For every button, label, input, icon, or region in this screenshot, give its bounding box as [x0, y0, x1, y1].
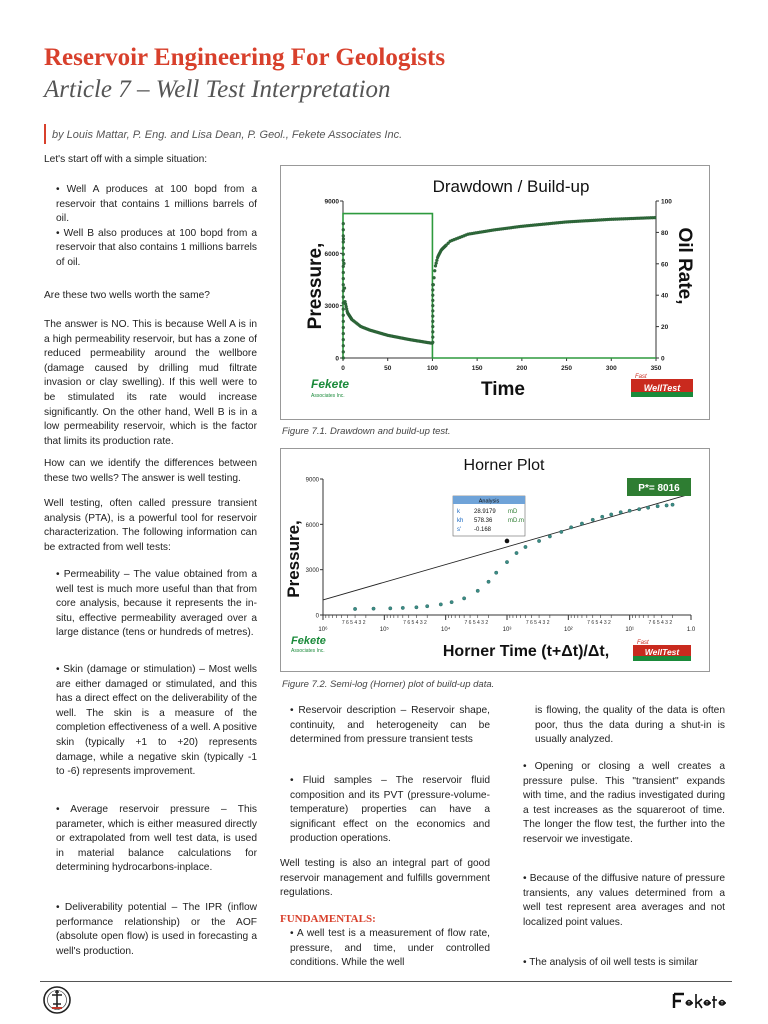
y-axis-label: Pressure, — [305, 242, 326, 330]
fekete-logo — [311, 377, 349, 399]
seal-icon — [42, 985, 72, 1015]
x-tick-label: 350 — [650, 365, 662, 372]
answer-paragraph: The answer is NO. This is because Well A is in a high permeability reservoir, but has a zone of reduced permeability around the wellbore (damage caused by drilling mud filtrate invasion or clay swelling). If this well were to be stimulated its rate would increase significantly. On the other hand, Well B is in a low permeability reservoir, which is the factor that limits its production rate. — [44, 319, 257, 447]
fekete-logo-icon — [672, 992, 728, 1010]
deliverability-item: • Deliverability potential – The IPR (inflow performance relationship) or the AOF (absolute open flow) is used in forecasting a well's production. — [56, 902, 257, 957]
x-tick-label: 200 — [516, 365, 528, 372]
y-tick-label: 0 — [315, 613, 319, 620]
pressure-point — [342, 247, 345, 250]
horner-data-point — [656, 505, 659, 508]
x-tick-label: 50 — [384, 365, 392, 372]
badge-text: WellTest — [644, 647, 680, 657]
logo-text: Fekete — [311, 377, 350, 391]
logo-subtext: Associates Inc. — [311, 393, 345, 399]
x-minor-labels: 7 6 5 4 3 2 — [587, 620, 611, 626]
x-tick-label: 150 — [471, 365, 483, 372]
pressure-point — [342, 240, 345, 243]
pressure-point — [342, 332, 345, 335]
y-tick-label: 6000 — [324, 250, 339, 258]
horner-data-point — [610, 513, 613, 516]
pressure-point — [342, 314, 345, 317]
question-paragraph: Are these two wells worth the same? — [44, 290, 210, 301]
x-decade-label: 10⁶ — [318, 627, 328, 633]
y2-tick-label: 100 — [661, 198, 672, 206]
x-decade-label: 10³ — [502, 627, 512, 633]
y-tick-label: 6000 — [305, 522, 319, 529]
y2-tick-label: 20 — [661, 324, 669, 332]
byline-accent-bar — [44, 124, 46, 144]
analysis-header: Analysis — [478, 498, 500, 505]
pressure-point — [343, 287, 346, 290]
pressure-pulse-item: • Opening or closing a well creates a pressure pulse. This "transient" expands with time, and the radius investigated during a test increases as the squareroot of time. The longer the flow test, the further into the reservoir we investigate. — [523, 761, 725, 845]
horner-data-point — [628, 509, 631, 512]
diffusive-item: • Because of the diffusive nature of pressure transients, any values determined from a well test represent area averages and not localized point values. — [523, 873, 725, 928]
pressure-point — [342, 289, 345, 292]
horner-data-point — [548, 535, 551, 538]
pressure-point — [432, 283, 435, 286]
logo-text: Fekete — [291, 635, 326, 647]
permeability-item: • Permeability – The value obtained from a well test is much more useful than that from core analysis, because it represents the in-situ, effective permeability averaged over a large distance (tens or hundreds of metres). — [56, 569, 257, 639]
figure-1-chart — [280, 165, 710, 420]
pressure-point — [342, 320, 345, 323]
x-decade-label: 10² — [563, 627, 573, 633]
analysis-k-unit: mD — [508, 509, 518, 515]
fundamentals-heading: FUNDAMENTALS: — [280, 913, 376, 925]
pressure-point — [342, 308, 345, 311]
left-column — [44, 153, 257, 168]
welltest-badge — [633, 640, 691, 661]
y-axis-label: Pressure, — [284, 520, 303, 598]
x-minor-labels: 7 6 5 4 3 2 — [648, 620, 673, 626]
article-title: Article 7 – Well Test Interpretation — [44, 76, 391, 103]
pressure-point — [653, 216, 656, 219]
y2-tick-label: 60 — [661, 261, 669, 269]
pressure-point — [342, 253, 345, 256]
x-minor-labels: 7 6 5 4 3 2 — [525, 620, 550, 626]
pressure-point — [342, 283, 345, 286]
horner-data-point — [537, 539, 540, 542]
horner-data-point — [619, 511, 622, 514]
horner-data-point — [426, 605, 429, 608]
analysis-k-label: k — [457, 509, 460, 515]
pressure-point — [342, 237, 345, 240]
society-seal — [42, 985, 72, 1015]
horner-plot-chart — [281, 449, 709, 671]
pressure-point — [431, 288, 434, 291]
badge-top-text: Fast — [637, 640, 649, 646]
horner-data-point — [665, 504, 668, 507]
pressure-point — [431, 299, 434, 302]
pressure-point — [434, 264, 437, 267]
x-decade-label: 10⁴ — [441, 627, 451, 633]
y2-tick-label: 0 — [661, 355, 665, 363]
horner-data-point — [580, 522, 583, 525]
x-tick-label: 300 — [605, 365, 617, 372]
fekete-footer-logo — [672, 992, 728, 1015]
y2-axis-label: Oil Rate, — [674, 227, 695, 305]
well-b-item: • Well B also produces at 100 bopd from a reservoir that also contains 1 millions barrels of oil. — [56, 227, 258, 268]
pressure-point — [431, 315, 434, 318]
y-tick-label: 9000 — [305, 477, 319, 484]
pressure-point — [342, 259, 345, 262]
x-axis-label: Horner Time (t+Δt)/Δt, — [442, 643, 610, 660]
badge-top-text: Fast — [635, 374, 647, 380]
x-tick-label: 250 — [561, 365, 573, 372]
footer-rule — [40, 981, 732, 982]
pressure-point — [433, 269, 436, 272]
y-tick-label: 3000 — [305, 568, 319, 575]
skin-item: • Skin (damage or stimulation) – Most wells are either damaged or stimulated, and this has a direct effect on the deliverability of the well. The skin is a measure of the completion effectiveness of a well. A positive skin (typically +1 to +20) represents damage, while a negative skin (typically -1 to -6) represents improvement. — [56, 664, 257, 778]
pstar-badge — [627, 478, 691, 496]
welltest-badge — [631, 374, 693, 397]
pressure-point — [431, 320, 434, 323]
horner-data-point — [515, 551, 518, 554]
fekete-logo — [291, 635, 326, 654]
y2-tick-label: 40 — [661, 292, 669, 300]
y-tick-label: 3000 — [324, 303, 339, 311]
horner-data-point — [505, 560, 508, 563]
pressure-point — [431, 304, 434, 307]
fluid-samples-item: • Fluid samples – The reservoir fluid composition and its PVT (pressure-volume-temperature) properties can have a significant effect on the economics and production operations. — [290, 775, 490, 845]
horner-data-point — [389, 607, 392, 610]
oil-well-tests-item: • The analysis of oil well tests is similar — [523, 957, 698, 968]
chart-title: Horner Plot — [463, 457, 545, 474]
horner-data-point — [494, 571, 497, 574]
analysis-kh-value: 578.36 — [474, 518, 493, 524]
x-minor-labels: 7 6 5 4 3 2 — [341, 620, 366, 626]
pressure-point — [431, 336, 434, 339]
continued-paragraph: is flowing, the quality of the data is often poor, thus the data during a shut-in is usually analyzed. — [535, 705, 725, 746]
horner-data-point — [353, 607, 356, 610]
horner-data-point — [401, 606, 404, 609]
pressure-point — [342, 350, 345, 353]
analysis-kh-label: kh — [457, 518, 464, 524]
identify-paragraph: How can we identify the differences between these two wells? The answer is well testing. — [44, 458, 257, 484]
x-decade-label: 10¹ — [625, 627, 635, 633]
horner-data-point — [476, 589, 479, 592]
pressure-point — [342, 234, 345, 237]
analysis-kh-unit: mD.m — [508, 518, 524, 524]
horner-data-point — [439, 603, 442, 606]
pressure-point — [431, 341, 434, 344]
x-decade-label: 1.0 — [686, 627, 696, 633]
horner-data-point — [646, 506, 649, 509]
y-tick-label: 9000 — [324, 198, 339, 206]
pressure-point — [431, 330, 434, 333]
drawdown-buildup-chart — [281, 166, 709, 419]
pressure-point — [342, 277, 345, 280]
reservoir-description-item: • Reservoir description – Reservoir shape, continuity, and heterogeneity can be determined from pressure transient tests — [290, 705, 490, 746]
intro-paragraph: Let's start off with a simple situation: — [44, 154, 208, 165]
horner-data-point — [637, 508, 640, 511]
well-a-item: • Well A produces at 100 bopd from a reservoir that contains 1 millions barrels of oil. — [56, 184, 257, 225]
pressure-point — [431, 325, 434, 328]
logo-subtext: Associates Inc. — [291, 648, 325, 654]
horner-data-point — [487, 580, 490, 583]
pressure-point — [431, 309, 434, 312]
horner-data-point — [372, 607, 375, 610]
pressure-point — [435, 262, 438, 265]
pressure-point — [342, 357, 345, 360]
pressure-point — [342, 344, 345, 347]
x-tick-label: 0 — [341, 365, 345, 372]
pressure-point — [342, 262, 345, 265]
horner-data-point — [560, 530, 563, 533]
chart-title: Drawdown / Build-up — [432, 177, 590, 196]
x-minor-labels: 7 6 5 4 3 2 — [464, 620, 489, 626]
integral-paragraph: Well testing is also an integral part of good reservoir management and fulfills government regulations. — [280, 858, 490, 899]
reservoir-pressure-item: • Average reservoir pressure – This parameter, which is either measured directly or extrapolated from well test data, is used in material balance calculations for determining hydrocarbons-inplace. — [56, 804, 257, 874]
pressure-point — [435, 259, 438, 262]
pressure-point — [342, 326, 345, 329]
horner-data-point — [591, 518, 594, 521]
pressure-point — [342, 295, 345, 298]
horner-data-point — [671, 503, 674, 506]
pressure-point — [342, 271, 345, 274]
pressure-point — [433, 276, 436, 279]
x-decade-label: 10⁵ — [379, 627, 389, 633]
pressure-point — [431, 294, 434, 297]
analysis-s-label: s' — [457, 527, 462, 533]
x-tick-label: 100 — [426, 365, 438, 372]
pressure-point — [342, 338, 345, 341]
pressure-point — [342, 228, 345, 231]
article-series-title: Reservoir Engineering For Geologists — [44, 44, 446, 71]
pressure-point — [342, 265, 345, 268]
pressure-point — [342, 222, 345, 225]
x-axis-label: Time — [480, 379, 526, 400]
pta-paragraph: Well testing, often called pressure transient analysis (PTA), is a powerful tool for reservoir characterization. The following information can be extracted from well tests: — [44, 498, 257, 553]
y-tick-label: 0 — [335, 355, 339, 363]
byline: by Louis Mattar, P. Eng. and Lisa Dean, P. Geol., Fekete Associates Inc. — [52, 129, 403, 141]
analysis-s-value: -0.168 — [474, 527, 492, 533]
x-minor-labels: 7 6 5 4 3 2 — [403, 620, 427, 626]
analysis-box — [453, 496, 525, 536]
horner-data-point — [462, 597, 465, 600]
y2-tick-label: 80 — [661, 229, 669, 237]
analysis-k-value: 28.9179 — [474, 509, 496, 515]
figure-1-caption: Figure 7.1. Drawdown and build-up test. — [282, 426, 451, 437]
figure-2-chart — [280, 448, 710, 672]
pstar-label: P*= 8016 — [638, 483, 680, 494]
badge-text: WellTest — [643, 383, 681, 393]
well-list — [56, 183, 257, 271]
horner-data-point — [450, 600, 453, 603]
horner-data-point — [524, 545, 527, 548]
horner-marker-point — [505, 539, 510, 544]
horner-data-point — [601, 515, 604, 518]
figure-2-caption: Figure 7.2. Semi-log (Horner) plot of build-up data. — [282, 679, 495, 690]
fundamentals-item: • A well test is a measurement of flow rate, pressure, and time, under controlled conditions. While the well — [290, 928, 490, 969]
horner-data-point — [415, 606, 418, 609]
horner-data-point — [569, 526, 572, 529]
